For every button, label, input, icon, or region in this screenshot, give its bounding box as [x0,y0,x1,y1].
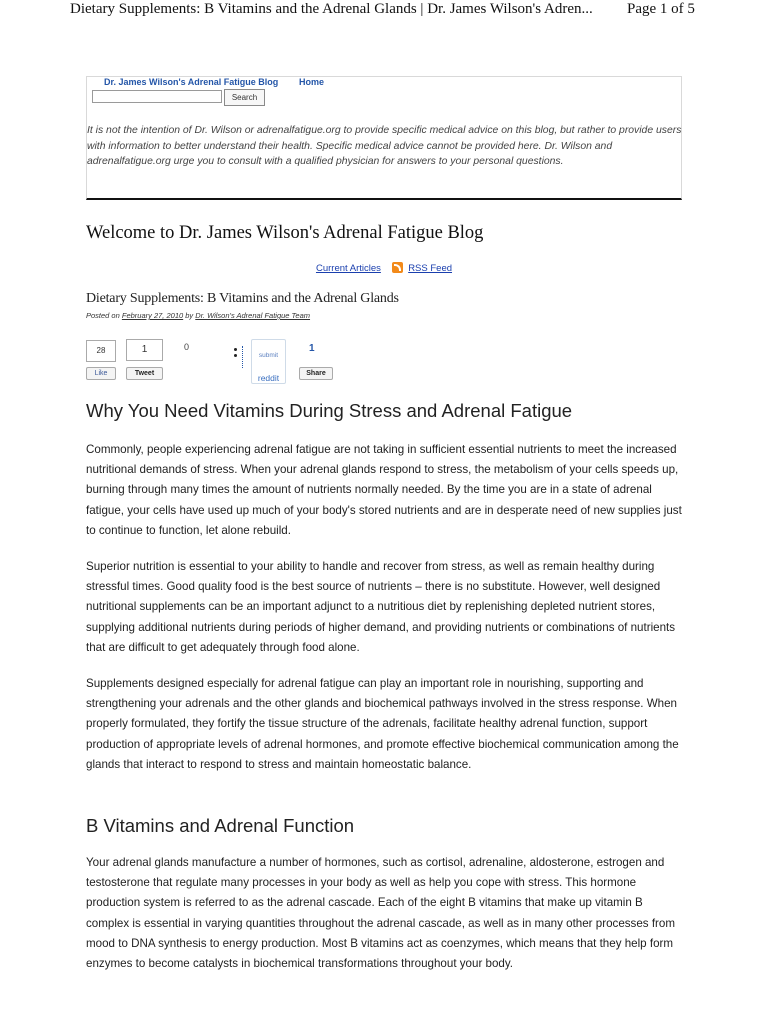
article-paragraph: Supplements designed especially for adrenal fatigue can play an important role in nourishing, supporting and strengthening your adrenals and the other glands and biochemical pathways involved in the stress response. When properly formulated, they fortify the tissue structure of the adrenals, facilitate healthy adrenal function, support production of appropriate levels of adrenal hormones, and promote effective biochemical communication among the glands that interact to respond to stress and maintain homeostatic balance. [86,677,679,771]
blog-name-link[interactable]: Dr. James Wilson's Adrenal Fatigue Blog [104,77,279,87]
article-nav [0,262,768,274]
disclaimer-text: It is not the intention of Dr. Wilson or adrenalfatigue.org to provide specific medical advice on this blog, but rather to provide users with information to better understand their health. Specific medical advice cannot be provided here. Dr. Wilson and adrenalfatigue.org urge you to consult with a qualified physician for answers to your personal questions. [87,125,682,167]
like-button[interactable]: Like [86,367,116,380]
print-header [0,0,768,24]
current-articles-link[interactable]: Current Articles [315,263,381,274]
print-page-title: Dietary Supplements: B Vitamins and the Adrenal Glands | Dr. James Wilson's Adren... [70,1,593,17]
reddit-submit-label[interactable]: submit [258,352,279,359]
post-date-link[interactable]: February 27, 2010 [121,311,184,320]
welcome-title: Welcome to Dr. James Wilson's Adrenal Fatigue Blog [86,223,484,243]
print-page-number: Page 1 of 5 [627,1,695,17]
tweet-button[interactable]: Tweet [126,367,163,380]
section-heading: B Vitamins and Adrenal Function [86,815,355,836]
home-link[interactable]: Home [299,77,325,87]
plusone-count: 0 [184,342,190,352]
share-button[interactable]: Share [299,367,333,380]
rss-feed-link[interactable]: RSS Feed [408,263,453,274]
share-dots-icon[interactable] [234,346,244,368]
search-input[interactable] [92,90,222,103]
post-author-link[interactable]: Dr. Wilson's Adrenal Fatigue Team [195,311,311,320]
reddit-widget[interactable] [251,339,286,384]
blog-header [86,76,682,200]
section-heading: Why You Need Vitamins During Stress and Adrenal Fatigue [86,400,573,421]
post-title[interactable]: Dietary Supplements: B Vitamins and the Adrenal Glands [86,291,399,306]
article-paragraph: Commonly, people experiencing adrenal fatigue are not taking in sufficient essential nutrients to meet the increased nutritional demands of stress. When your adrenal glands respond to stress, the metabolism of your cells speeds up, burning through many times the amount of nutrients normally needed. By the time you are in a state of adrenal fatigue, your cells have used up much of your body's stored nutrients and are in desperate need of new supplies just to continue to function, let alone rebuild. [86,443,682,537]
reddit-label: reddit [257,373,280,383]
share-count: 1 [309,343,315,354]
rss-icon[interactable] [392,262,403,273]
search-button[interactable]: Search [224,89,265,106]
posted-by: by [185,311,194,320]
article-paragraph: Your adrenal glands manufacture a number of hormones, such as cortisol, adrenaline, aldosterone, estrogen and testosterone that regulate many processes in your body as well as help you cope with stress. This hormone production system is referred to as the adrenal cascade. Each of the eight B vitamins that make up vitamin B complex is essential in varying quantities throughout the adrenal cascade, as well as in many other processes from mood to DNA synthesis to energy production. Most B vitamins act as coenzymes, which means that they help form enzymes to become catalysts in biochemical transformations throughout your body. [86,856,676,971]
tweet-count: 1 [126,339,163,361]
article-paragraph: Superior nutrition is essential to your ability to handle and recover from stress, as well as remain healthy during stressful times. Good quality food is the best source of nutrients – there is no substitute. However, well designed nutritional supplements can be an important adjunct to a nutritious diet by replenishing depleted nutrient stores, supplying additional nutrients during periods of higher demand, and providing nutrients or combinations of nutrients that are difficult to get adequately through food alone. [86,560,676,654]
like-count: 28 [86,340,116,362]
posted-prefix: Posted on [86,311,120,320]
post-meta [86,311,310,320]
